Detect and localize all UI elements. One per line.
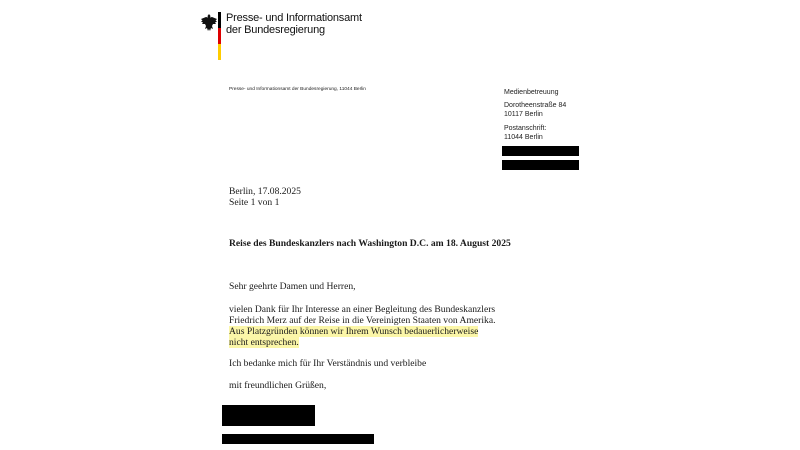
redacted-name <box>222 434 374 444</box>
highlight: nicht entsprechen. <box>229 337 299 348</box>
highlight: Aus Platzgründen können wir Ihrem Wunsch bedauerlicherweise <box>229 326 479 337</box>
body-line-highlighted <box>229 337 299 348</box>
return-address: Presse- und Informationsamt der Bundesregierung, 11044 Berlin <box>229 87 366 92</box>
page-number: Seite 1 von 1 <box>229 197 280 208</box>
place-date: Berlin, 17.08.2025 <box>229 186 301 197</box>
contact-postal-city: 11044 Berlin <box>504 134 543 141</box>
contact-city: 10117 Berlin <box>504 111 543 118</box>
sender-name <box>226 12 362 36</box>
flag-black <box>218 12 221 28</box>
body-line: vielen Dank für Ihr Interesse an einer Begleitung des Bundeskanzlers <box>229 304 496 315</box>
closing: mit freundlichen Grüßen, <box>229 380 327 391</box>
redacted-signature <box>222 405 315 426</box>
flag-red <box>218 28 221 44</box>
body-line: Ich bedanke mich für Ihr Verständnis und verbleibe <box>229 358 427 369</box>
sender-line-2: der Bundesregierung <box>226 24 325 36</box>
body-line-highlighted <box>229 326 478 337</box>
body-line: Friedrich Merz auf der Reise in die Vereinigten Staaten von Amerika. <box>229 315 496 326</box>
german-flag-bar <box>218 12 221 60</box>
sender-line-1: Presse- und Informationsamt <box>226 12 362 24</box>
redaction-bar <box>502 160 579 170</box>
salutation: Sehr geehrte Damen und Herren, <box>229 281 356 292</box>
contact-department: Medienbetreuung <box>504 89 559 96</box>
contact-postal-label: Postanschrift: <box>504 125 547 132</box>
redaction-bar <box>502 146 579 156</box>
subject-line: Reise des Bundeskanzlers nach Washington D.C. am 18. August 2025 <box>229 238 511 249</box>
flag-gold <box>218 44 221 60</box>
contact-street: Dorotheenstraße 84 <box>504 102 567 109</box>
federal-eagle-icon <box>200 13 218 32</box>
